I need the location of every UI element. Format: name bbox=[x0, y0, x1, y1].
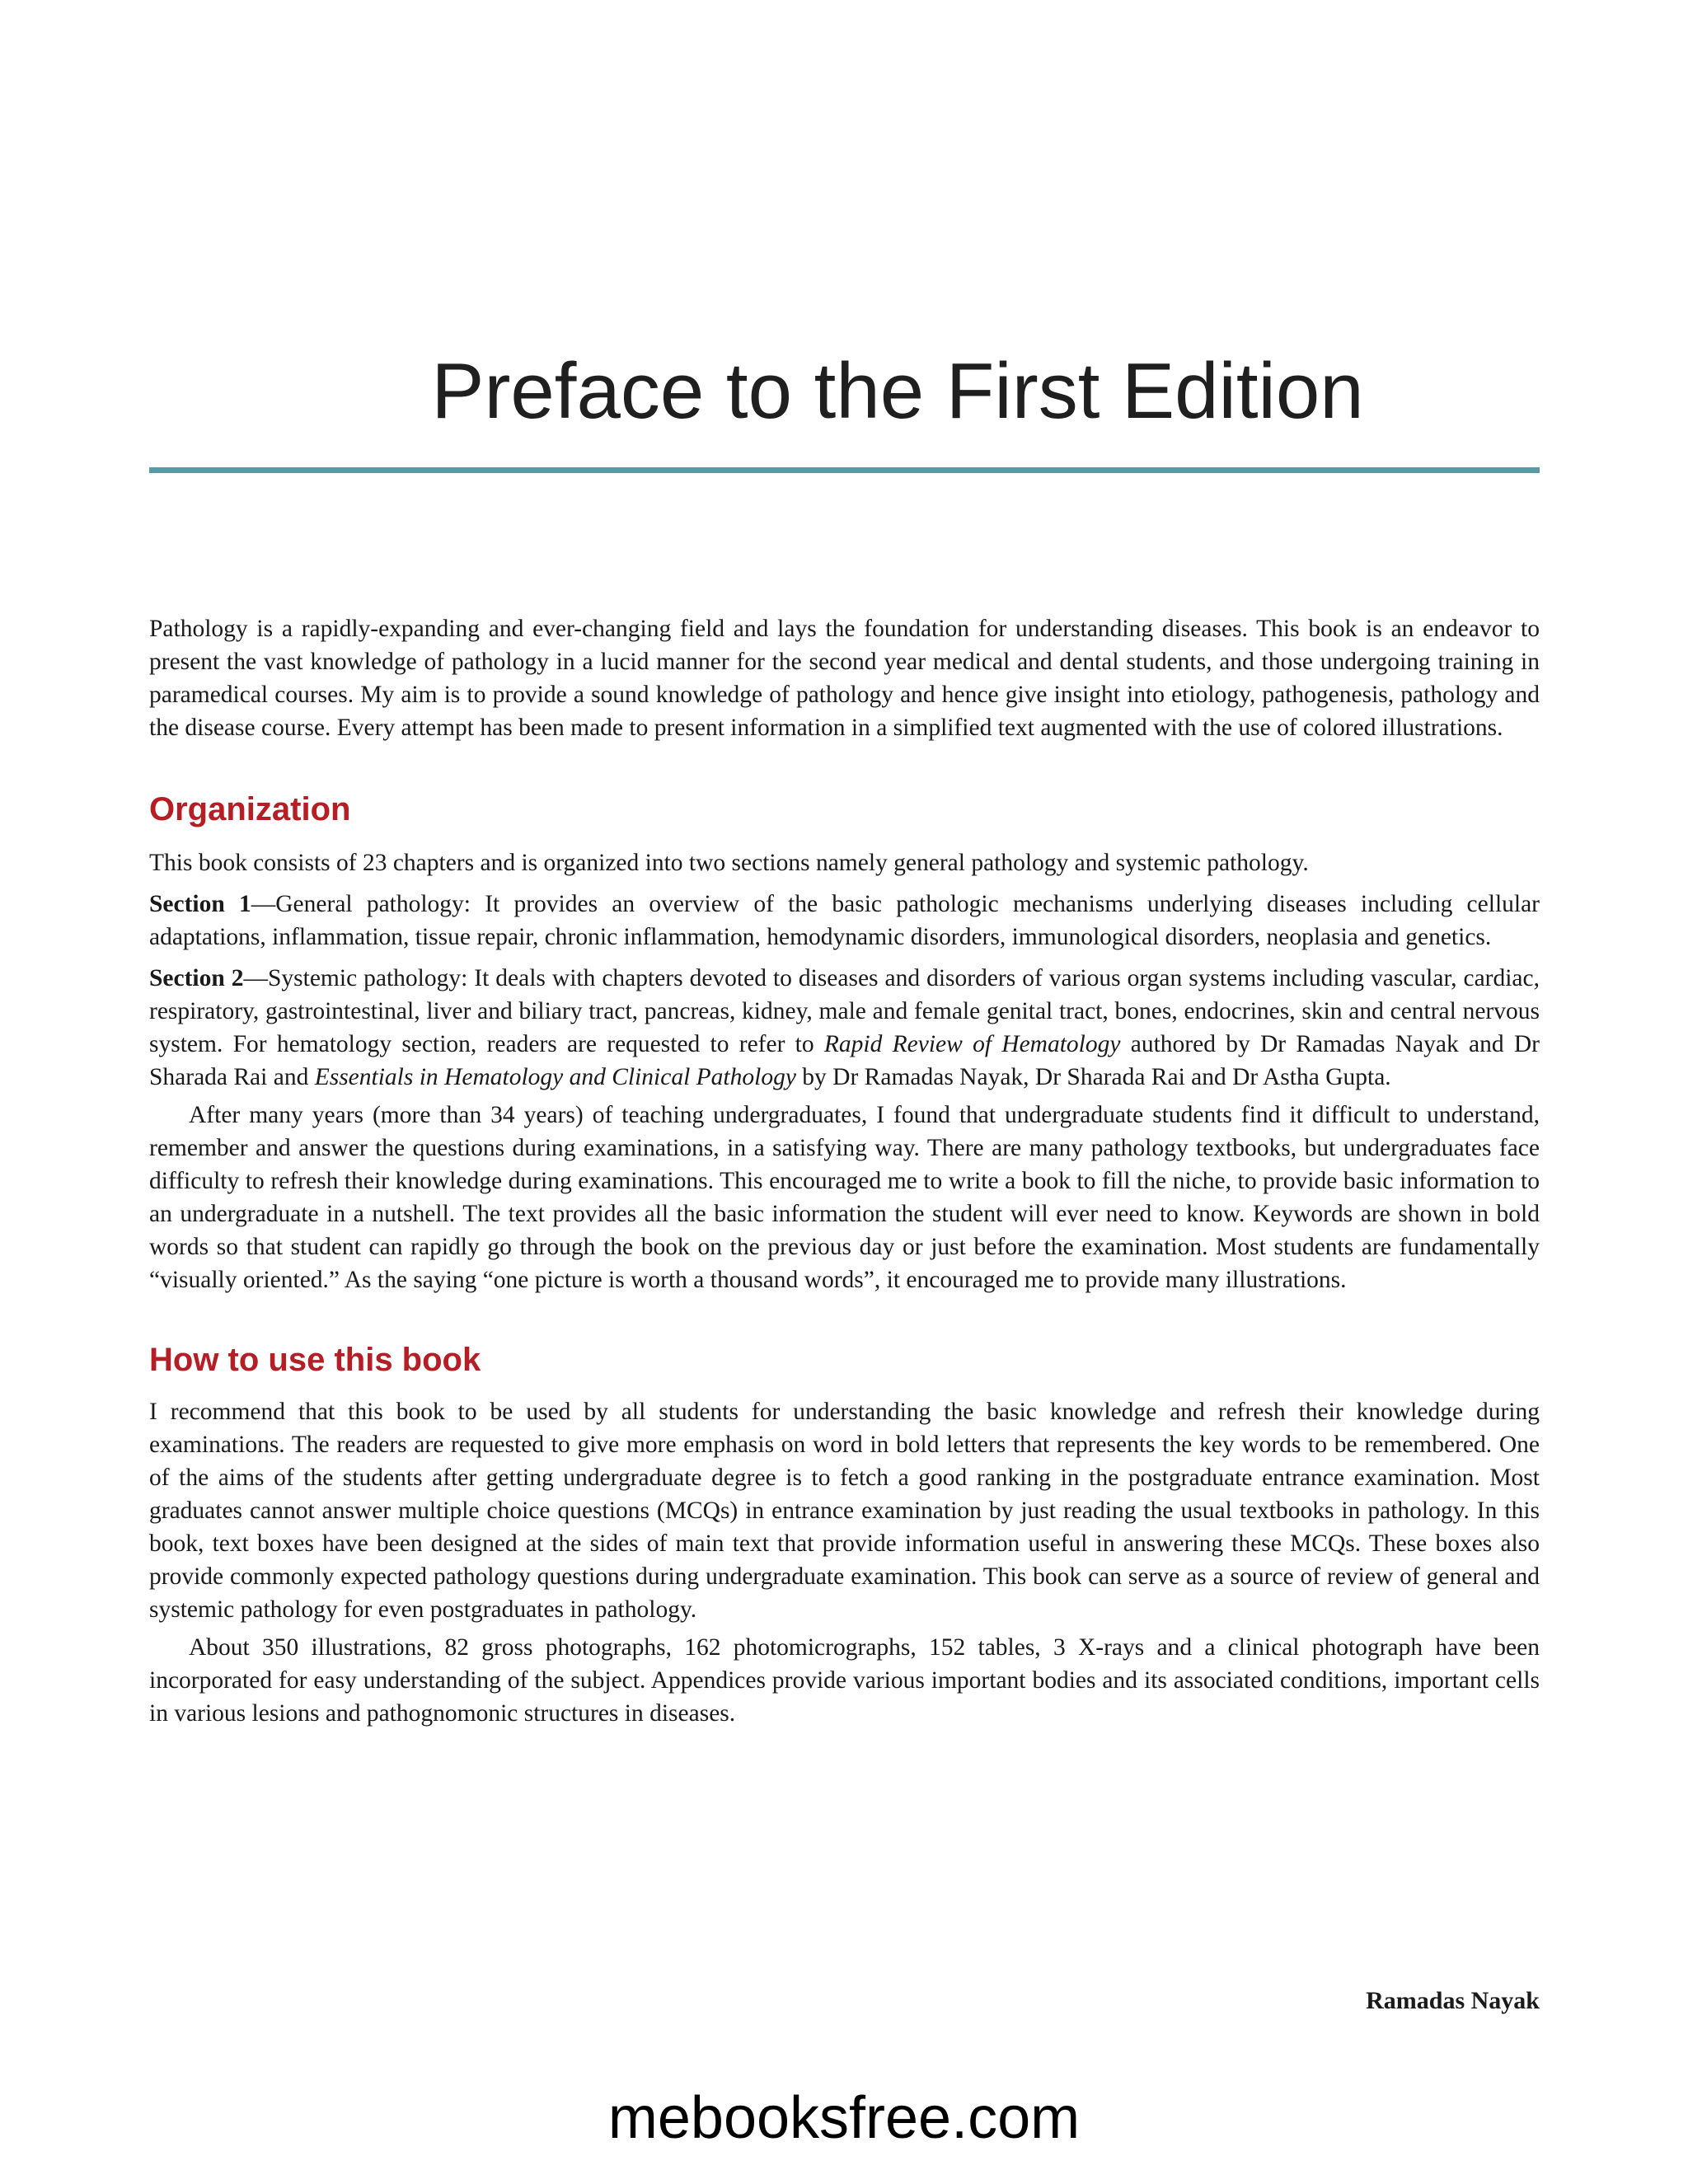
section2-text-a: —Systemic pathology: It deals with chapters devoted to diseases and disorders of various organ systems including vascular, cardiac, respiratory, gastrointestinal, liver and biliary tract, pancreas, kidney, male and female genital tract, bones, endocrines, skin and central nervous system. For hematology section, readers are requested to refer to bbox=[149, 965, 1540, 1057]
preface-body bbox=[149, 612, 1540, 1730]
section2-paragraph bbox=[149, 962, 1540, 1094]
watermark: mebooksfree.com bbox=[607, 2085, 1081, 2151]
section1-text: —General pathology: It provides an overview of the basic pathologic mechanisms underlying diseases including cellular adaptations, inflammation, tissue repair, chronic inflammation, hemodynamic disorders, immunological disorders, neoplasia and genetics. bbox=[149, 891, 1540, 950]
section2-text-b: authored by Dr Ramadas Nayak and Dr Sharada Rai and bbox=[149, 1031, 1540, 1090]
book-title-rapid-review: Rapid Review of Hematology bbox=[823, 1031, 1121, 1057]
intro-paragraph: Pathology is a rapidly-expanding and ever-changing field and lays the foundation for understanding diseases. This book is an endeavor to present the vast knowledge of pathology in a lucid manner for the second year medical and dental students, and those undergoing training in paramedical courses. My aim is to provide a sound knowledge of pathology and hence give insight into etiology, pathogenesis, pathology and the disease course. Every attempt has been made to present information in a simplified text augmented with the use of colored illustrations. bbox=[149, 616, 1540, 741]
book-title-essentials: Essentials in Hematology and Clinical Pathology bbox=[314, 1064, 796, 1090]
page-title: Preface to the First Edition bbox=[431, 347, 1364, 435]
how-to-use-heading: How to use this book bbox=[149, 1342, 481, 1378]
how-to-use-paragraph-1: I recommend that this book to be used by all students for understanding the basic knowledge and refresh their knowledge during examinations. The readers are requested to give more emphasis on word in bold letters that represents the key words to be remembered. One of the aims of the students after getting undergraduate degree is to fetch a good ranking in the postgraduate entrance examination. Most graduates cannot answer multiple choice questions (MCQs) in entrance examination by just reading the usual textbooks in pathology. In this book, text boxes have been designed at the sides of main text that provide information useful in answering these MCQs. These boxes also provide commonly expected pathology questions during undergraduate examination. This book can serve as a source of review of general and systemic pathology for even postgraduates in pathology. bbox=[149, 1399, 1540, 1623]
author-signature: Ramadas Nayak bbox=[1366, 1987, 1540, 2014]
how-to-use-paragraph-2: About 350 illustrations, 82 gross photographs, 162 photomicrographs, 152 tables, 3 X-rays and a clinical photograph have been incorporated for easy understanding of the subject. Appendices provide various important bodies and its associated conditions, important cells in various lesions and pathognomonic structures in diseases. bbox=[149, 1634, 1540, 1727]
section1-paragraph bbox=[149, 888, 1540, 954]
organization-heading: Organization bbox=[149, 791, 351, 827]
section1-label: Section 1 bbox=[149, 891, 251, 917]
section2-text-c: by Dr Ramadas Nayak, Dr Sharada Rai and Dr Astha Gupta. bbox=[795, 1064, 1391, 1090]
organization-overview: This book consists of 23 chapters and is organized into two sections namely general pathology and systemic pathology. bbox=[149, 850, 1309, 876]
teaching-paragraph: After many years (more than 34 years) of teaching undergraduates, I found that undergraduate students find it difficult to understand, remember and answer the questions during examinations, in a satisfying way. There are many pathology textbooks, but undergraduates face difficulty to refresh their knowledge during examinations. This encouraged me to write a book to fill the niche, to provide basic information to an undergraduate in a nutshell. The text provides all the basic information the student will ever need to know. Keywords are shown in bold words so that student can rapidly go through the book on the previous day or just before the examination. Most students are fundamentally “visually oriented.” As the saying “one picture is worth a thousand words”, it encouraged me to provide many illustrations. bbox=[149, 1102, 1540, 1293]
title-divider bbox=[149, 467, 1540, 473]
section2-label: Section 2 bbox=[149, 965, 244, 991]
